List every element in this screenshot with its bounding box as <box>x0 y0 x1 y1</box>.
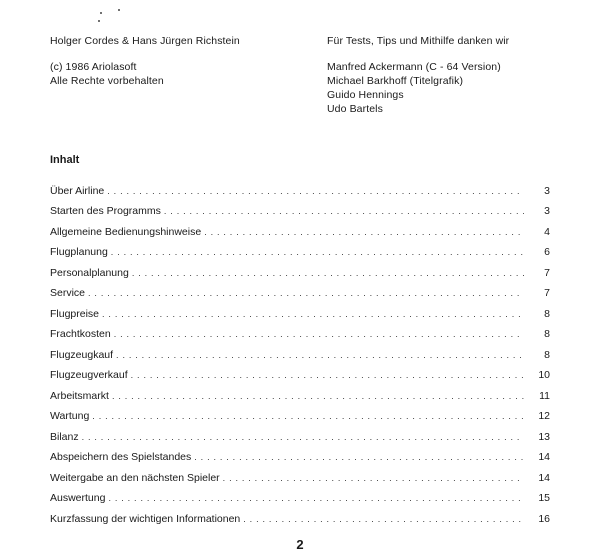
toc-entry-page: 8 <box>544 348 550 361</box>
page-number: 2 <box>296 537 304 552</box>
toc-dot-leader <box>114 328 524 340</box>
toc-entry <box>50 402 550 423</box>
rights-line: Alle Rechte vorbehalten <box>50 75 164 87</box>
toc-entry <box>50 238 550 259</box>
toc-entry-page: 11 <box>539 389 550 402</box>
toc-entry-title: Kurzfassung der wichtigen Informationen <box>50 512 241 525</box>
toc-dot-leader <box>116 349 524 361</box>
toc-entry-page: 7 <box>544 287 550 299</box>
toc-entry-page: 12 <box>538 410 550 422</box>
toc-entry-title: Weitergabe an den nächsten Spieler <box>50 471 220 484</box>
toc-entry <box>50 484 550 505</box>
toc-entry <box>50 197 550 218</box>
toc-dot-leader <box>204 226 524 238</box>
toc-entry-title: Bilanz <box>50 430 79 443</box>
toc-entry <box>50 217 550 238</box>
toc-entry-page: 8 <box>544 307 550 320</box>
toc-entry-page: 6 <box>544 246 550 258</box>
toc-dot-leader <box>107 185 524 197</box>
toc-entry-title: Flugzeugverkauf <box>50 369 128 381</box>
toc-entry-title: Flugzeugkauf <box>50 348 114 361</box>
copyright-line: (c) 1986 Ariolasoft <box>50 61 137 73</box>
toc-entry-page: 16 <box>538 512 550 525</box>
toc-dot-leader <box>88 287 524 299</box>
author-names: Holger Cordes & Hans Jürgen Richstein <box>50 35 240 47</box>
toc-entry-title: Abspeichern des Spielstandes <box>50 451 192 463</box>
toc-entry <box>50 279 550 300</box>
thanks-intro: Für Tests, Tips und Mithilfe danken wir <box>327 35 510 47</box>
toc-entry-page: 8 <box>544 328 550 340</box>
toc-entry-title: Personalplanung <box>50 266 129 279</box>
toc-entry-title: Service <box>50 287 86 299</box>
toc-dot-leader <box>223 472 524 484</box>
toc-entry-title: Flugpreise <box>50 307 100 320</box>
acknowledgements <box>327 34 509 116</box>
toc-entry-title: Frachtkosten <box>50 328 111 340</box>
toc-dot-leader <box>194 451 524 463</box>
toc-entry-title: Arbeitsmarkt <box>50 389 109 402</box>
toc-dot-leader <box>92 410 524 422</box>
toc-entry-title: Auswertung <box>50 492 106 504</box>
toc-dot-leader <box>108 492 524 504</box>
toc-entry-title: Über Airline <box>50 184 105 197</box>
toc-dot-leader <box>132 267 524 279</box>
toc-entry-page: 7 <box>544 266 550 279</box>
toc-entry-page: 14 <box>538 451 550 463</box>
toc-entry <box>50 258 550 279</box>
toc-entry-page: 14 <box>538 471 550 484</box>
toc-heading: Inhalt <box>50 154 80 166</box>
toc-dot-leader <box>131 369 524 381</box>
toc-entry <box>50 361 550 382</box>
toc-entry <box>50 299 550 320</box>
thanks-person: Manfred Ackermann (C - 64 Version) <box>327 61 501 73</box>
toc-entry-page: 13 <box>538 430 550 443</box>
toc-dot-leader <box>112 390 524 402</box>
toc-entry-title: Wartung <box>50 410 90 422</box>
toc-entry-page: 3 <box>544 205 550 217</box>
toc-dot-leader <box>102 308 524 320</box>
thanks-person: Udo Bartels <box>327 103 383 115</box>
table-of-contents <box>50 176 550 525</box>
print-speck <box>100 12 102 14</box>
print-speck <box>118 9 120 11</box>
toc-entry-page: 10 <box>538 369 550 381</box>
toc-entry <box>50 320 550 341</box>
toc-entry-title: Flugplanung <box>50 246 108 258</box>
toc-entry <box>50 504 550 525</box>
toc-dot-leader <box>82 431 524 443</box>
toc-entry-page: 3 <box>544 184 550 197</box>
toc-entry-page: 4 <box>544 225 550 238</box>
author-credits <box>50 34 240 88</box>
toc-dot-leader <box>111 246 524 258</box>
toc-entry <box>50 463 550 484</box>
toc-entry-title: Starten des Programms <box>50 205 161 217</box>
toc-entry-page: 15 <box>538 492 550 504</box>
toc-entry <box>50 176 550 197</box>
thanks-person: Michael Barkhoff (Titelgrafik) <box>327 75 464 87</box>
toc-entry <box>50 381 550 402</box>
thanks-person: Guido Hennings <box>327 89 404 101</box>
toc-dot-leader <box>243 513 524 525</box>
toc-entry-title: Allgemeine Bedienungshinweise <box>50 225 202 238</box>
toc-dot-leader <box>164 205 524 217</box>
print-speck <box>98 20 100 22</box>
toc-entry <box>50 340 550 361</box>
toc-entry <box>50 422 550 443</box>
toc-entry <box>50 443 550 464</box>
